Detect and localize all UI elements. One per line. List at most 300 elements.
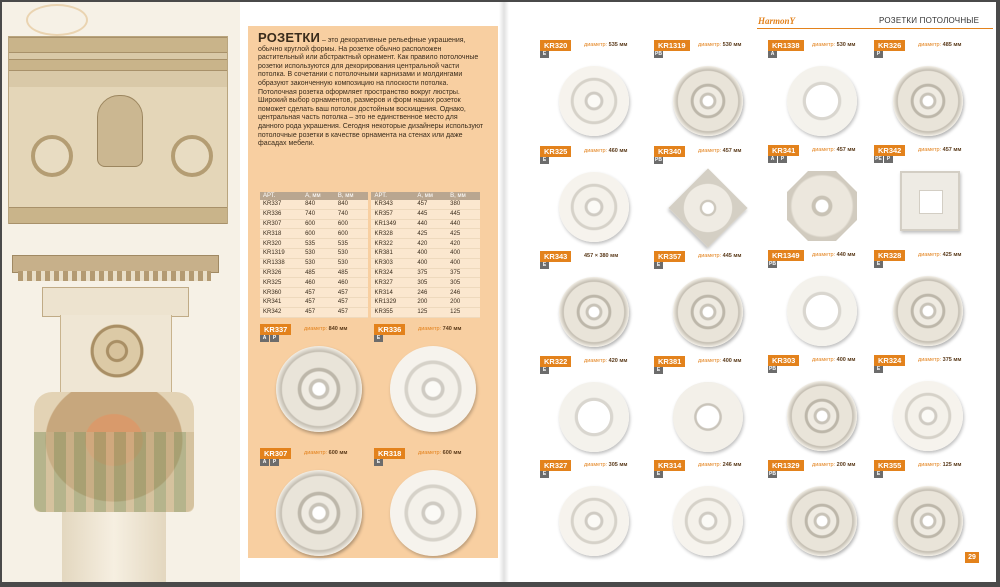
- rosette-image: [787, 486, 857, 556]
- product-card-kr327: [540, 460, 648, 560]
- material-badges: [540, 51, 549, 58]
- product-dimension: [418, 448, 461, 459]
- rosette-image: [893, 381, 963, 451]
- table-cell: 457: [302, 288, 335, 298]
- product-dimension: [918, 40, 961, 51]
- product-code: KR336: [374, 324, 405, 335]
- dimension-value: 457 мм: [722, 148, 742, 154]
- table-cell: KR327: [370, 278, 414, 288]
- brand-ornament-icon: [26, 4, 88, 36]
- table-row: [260, 209, 480, 219]
- rosette-image: [559, 382, 629, 452]
- table-cell: 530: [302, 258, 335, 268]
- product-card-kr337: [260, 324, 370, 424]
- dimension-value: 600 мм: [328, 450, 348, 456]
- rosette-image: [787, 66, 857, 136]
- dimension-value: 600 мм: [442, 450, 462, 456]
- product-card-kr307: [260, 448, 370, 548]
- page-gutter: [499, 2, 509, 582]
- table-cell: KR381: [370, 248, 414, 258]
- table-cell: KR336: [260, 209, 302, 219]
- table-cell: 125: [414, 307, 447, 317]
- material-badge: РВ: [655, 157, 662, 163]
- rosette-image: [668, 168, 747, 247]
- dimension-label: диаметр:: [304, 326, 329, 332]
- rosette-image: [390, 470, 476, 556]
- table-cell: KR341: [260, 297, 302, 307]
- product-dimension: [584, 251, 618, 262]
- material-badges: [874, 261, 883, 268]
- table-row: [260, 219, 480, 229]
- material-badge: РВ: [769, 366, 776, 372]
- dimension-label: диаметр:: [418, 450, 443, 456]
- material-badge: Р: [884, 156, 893, 163]
- material-badges: [654, 157, 663, 164]
- material-badge: Е: [540, 262, 549, 269]
- product-dimension: [698, 356, 741, 367]
- product-dimension: [584, 356, 627, 367]
- dimension-value: 440 мм: [836, 252, 856, 258]
- table-cell: 457: [335, 307, 370, 317]
- product-card-kr355: [874, 460, 982, 560]
- product-code: KR342: [874, 145, 905, 156]
- product-dimension: [698, 460, 741, 471]
- material-badge: Е: [654, 262, 663, 269]
- dimension-label: диаметр:: [812, 252, 837, 258]
- rosette-image: [673, 66, 743, 136]
- table-cell: 400: [414, 258, 447, 268]
- dimension-value: 740 мм: [442, 326, 462, 332]
- product-code: KR343: [540, 251, 571, 262]
- product-dimension: [698, 251, 741, 262]
- table-row: [260, 229, 480, 239]
- table-cell: 200: [447, 297, 480, 307]
- table-cell: 420: [447, 239, 480, 249]
- rosette-image: [893, 486, 963, 556]
- dimension-value: 200 мм: [836, 462, 856, 468]
- rosette-image: [559, 172, 629, 242]
- table-cell: 600: [302, 219, 335, 229]
- table-cell: KR1319: [260, 248, 302, 258]
- dimension-value: 125 мм: [942, 462, 962, 468]
- material-badges: [768, 471, 777, 478]
- table-cell: KR1349: [370, 219, 414, 229]
- dimension-label: диаметр:: [698, 358, 723, 364]
- product-dimension: [584, 146, 627, 157]
- frieze-image: [8, 36, 228, 224]
- table-cell: 445: [414, 209, 447, 219]
- table-cell: 460: [302, 278, 335, 288]
- product-dimension: [418, 324, 461, 335]
- dimension-value: 400 мм: [722, 358, 742, 364]
- table-cell: 425: [414, 229, 447, 239]
- dimension-value: 445 мм: [722, 253, 742, 259]
- product-code: KR327: [540, 460, 571, 471]
- table-row: [260, 278, 480, 288]
- section-title: РОЗЕТКИ ПОТОЛОЧНЫЕ: [879, 16, 980, 25]
- dimension-label: диаметр:: [918, 42, 943, 48]
- rosette-image: [559, 277, 629, 347]
- column-shaft-image: [62, 512, 166, 582]
- table-cell: KR355: [370, 307, 414, 317]
- material-badges: [768, 51, 777, 58]
- table-cell: 305: [414, 278, 447, 288]
- material-badge: А: [768, 156, 777, 163]
- product-code: KR1319: [654, 40, 690, 51]
- material-badge: Е: [540, 367, 549, 374]
- product-card-kr341: [768, 145, 876, 245]
- table-cell: 535: [335, 239, 370, 249]
- table-cell: 400: [447, 258, 480, 268]
- rosette-image: [390, 346, 476, 432]
- table-cell: 125: [447, 307, 480, 317]
- table-header-cell: B, мм: [447, 192, 480, 200]
- material-badge: Е: [874, 366, 883, 373]
- material-badges: [768, 261, 777, 268]
- table-cell: 457: [335, 297, 370, 307]
- material-badges: [260, 335, 279, 342]
- table-cell: 457: [335, 288, 370, 298]
- dimension-label: диаметр:: [918, 252, 943, 258]
- product-card-kr303: [768, 355, 876, 455]
- dimension-label: диаметр:: [812, 462, 837, 468]
- table-cell: 375: [414, 268, 447, 278]
- table-cell: 600: [335, 219, 370, 229]
- rosette-image: [276, 346, 362, 432]
- product-code: KR307: [260, 448, 291, 459]
- product-dimension: [304, 324, 347, 335]
- dimension-value: 530 мм: [836, 42, 856, 48]
- product-card-kr318: [374, 448, 484, 548]
- material-badges: [874, 471, 883, 478]
- table-cell: 530: [335, 248, 370, 258]
- material-badge: А: [260, 335, 269, 342]
- material-badge: А: [768, 51, 777, 58]
- dimension-value: 425 мм: [942, 252, 962, 258]
- product-card-kr314: [654, 460, 762, 560]
- intro-title: РОЗЕТКИ: [258, 30, 321, 45]
- dimension-label: диаметр:: [812, 42, 837, 48]
- rosette-ornament-icon: [90, 324, 144, 378]
- product-dimension: [812, 250, 855, 261]
- product-card-kr1319: [654, 40, 762, 140]
- rosette-image: [893, 276, 963, 346]
- table-cell: 600: [335, 229, 370, 239]
- rosette-image: [900, 171, 960, 231]
- table-cell: 445: [447, 209, 480, 219]
- table-header-cell: A, мм: [414, 192, 447, 200]
- product-dimension: [918, 355, 961, 366]
- product-card-kr1349: [768, 250, 876, 350]
- material-badge: Р: [778, 156, 787, 163]
- table-row: [260, 239, 480, 249]
- table-row: [260, 288, 480, 298]
- table-cell: KR1329: [370, 297, 414, 307]
- product-card-kr325: [540, 146, 648, 246]
- dimensions-table: [260, 192, 480, 318]
- dimension-value: 457 мм: [942, 147, 962, 153]
- material-badges: [654, 262, 663, 269]
- product-code: KR324: [874, 355, 905, 366]
- intro-body: – это декоративные рельефные украшения, обычно круглой формы. На розетке обычно расположен растительный или абстрактный орнамент. Как правило потолочные розетки используются для декорирования центральной части потолка. В сочетании с потолочными карнизами и молдингами образуют законченную композицию на плоскости потолка. Потолочная розетка оформляет пространство вокруг люстры. Широкий выбор орнаментов, размеров и форм наших розеток поможет сделать ваш потолок достойным восхищения. Однако, центральная часть потолка – это не единственное место для данного рода украшения. Сегодня некоторые дизайнеры используют потолочные розетки в качестве орнамента на стенах или даже фасадах мебели.: [258, 37, 484, 148]
- dimension-label: диаметр:: [812, 147, 837, 153]
- dimension-label: диаметр:: [584, 42, 609, 48]
- product-dimension: [812, 460, 855, 471]
- table-cell: 425: [447, 229, 480, 239]
- column-abacus: [42, 287, 189, 317]
- table-cell: 530: [302, 248, 335, 258]
- dimension-value: 246 мм: [722, 462, 742, 468]
- product-code: KR357: [654, 251, 685, 262]
- product-dimension: [304, 448, 347, 459]
- table-cell: KR318: [260, 229, 302, 239]
- rosette-image: [673, 277, 743, 347]
- material-badge: Е: [540, 51, 549, 58]
- rosette-image: [673, 382, 743, 452]
- dimension-label: диаметр:: [698, 42, 723, 48]
- dimension-value: 457 мм: [836, 147, 856, 153]
- product-dimension: [918, 460, 961, 471]
- material-badges: [654, 471, 663, 478]
- material-badges: [874, 366, 883, 373]
- table-cell: KR320: [260, 239, 302, 249]
- table-row: [260, 297, 480, 307]
- rosette-image: [559, 486, 629, 556]
- table-row: [260, 268, 480, 278]
- table-cell: 457: [302, 297, 335, 307]
- product-card-kr328: [874, 250, 982, 350]
- table-cell: KR1338: [260, 258, 302, 268]
- dimension-label: диаметр:: [918, 462, 943, 468]
- product-code: KR1349: [768, 250, 804, 261]
- table-cell: 440: [414, 219, 447, 229]
- material-badges: [374, 459, 383, 466]
- material-badges: [874, 51, 883, 58]
- product-dimension: [918, 145, 961, 156]
- material-badges: [540, 157, 549, 164]
- table-cell: 485: [335, 268, 370, 278]
- table-cell: 485: [302, 268, 335, 278]
- table-cell: 740: [302, 209, 335, 219]
- intro-text: [258, 30, 484, 149]
- table-cell: KR326: [260, 268, 302, 278]
- dimension-label: диаметр:: [812, 357, 837, 363]
- product-dimension: [698, 146, 741, 157]
- table-cell: 246: [414, 288, 447, 298]
- dimension-label: диаметр:: [584, 148, 609, 154]
- table-row: [260, 200, 480, 209]
- table-cell: 460: [335, 278, 370, 288]
- product-card-kr1338: [768, 40, 876, 140]
- table-cell: KR360: [260, 288, 302, 298]
- product-dimension: [698, 40, 741, 51]
- product-card-kr342: [874, 145, 982, 245]
- table-cell: KR307: [260, 219, 302, 229]
- dimension-label: диаметр:: [698, 253, 723, 259]
- material-badge: Е: [374, 459, 383, 466]
- table-cell: 440: [447, 219, 480, 229]
- product-card-kr357: [654, 251, 762, 351]
- product-code: KR337: [260, 324, 291, 335]
- product-dimension: [918, 250, 961, 261]
- product-card-kr1329: [768, 460, 876, 560]
- table-cell: 400: [447, 248, 480, 258]
- rosette-image: [787, 171, 857, 241]
- product-card-kr326: [874, 40, 982, 140]
- dentil-molding: [18, 271, 211, 281]
- rosette-image: [787, 276, 857, 346]
- material-badge: РЕ: [875, 156, 882, 162]
- dimension-label: диаметр:: [584, 462, 609, 468]
- product-code: KR318: [374, 448, 405, 459]
- dimension-value: 530 мм: [722, 42, 742, 48]
- material-badge: А: [260, 459, 269, 466]
- product-card-kr336: [374, 324, 484, 424]
- header-rule: [757, 28, 993, 29]
- brand-logo: HarmonY: [758, 16, 796, 26]
- dimension-value: 485 мм: [942, 42, 962, 48]
- table-cell: 530: [335, 258, 370, 268]
- table-cell: KR342: [260, 307, 302, 317]
- material-badges: [260, 459, 279, 466]
- table-cell: 457: [414, 200, 447, 209]
- product-code: KR1338: [768, 40, 804, 51]
- product-code: KR320: [540, 40, 571, 51]
- table-header-cell: A, мм: [302, 192, 335, 200]
- product-code: KR340: [654, 146, 685, 157]
- product-code: KR325: [540, 146, 571, 157]
- table-cell: 400: [414, 248, 447, 258]
- material-badge: Е: [540, 471, 549, 478]
- product-dimension: [584, 460, 627, 471]
- table-row: [260, 258, 480, 268]
- table-cell: KR314: [370, 288, 414, 298]
- dimension-value: 460 мм: [608, 148, 628, 154]
- material-badge: РВ: [655, 51, 662, 57]
- product-code: KR328: [874, 250, 905, 261]
- material-badge: Е: [874, 471, 883, 478]
- product-code: KR341: [768, 145, 799, 156]
- product-card-kr381: [654, 356, 762, 456]
- page-number: 29: [965, 552, 979, 563]
- product-dimension: [812, 40, 855, 51]
- material-badge: РВ: [769, 471, 776, 477]
- table-header-cell: АРТ.: [260, 192, 302, 200]
- product-card-kr324: [874, 355, 982, 455]
- table-cell: KR357: [370, 209, 414, 219]
- architectural-illustration: [2, 2, 240, 582]
- rosette-image: [893, 66, 963, 136]
- table-cell: 380: [447, 200, 480, 209]
- table-cell: KR325: [260, 278, 302, 288]
- material-badge: Е: [654, 471, 663, 478]
- material-badge: Е: [540, 157, 549, 164]
- material-badges: [654, 367, 663, 374]
- material-badge: Р: [270, 335, 279, 342]
- product-card-kr322: [540, 356, 648, 456]
- table-header-cell: B, мм: [335, 192, 370, 200]
- product-card-kr340: [654, 146, 762, 246]
- dimension-label: диаметр:: [304, 450, 329, 456]
- product-code: KR326: [874, 40, 905, 51]
- table-cell: 305: [447, 278, 480, 288]
- product-card-kr343: [540, 251, 648, 351]
- table-cell: 840: [302, 200, 335, 209]
- dimension-label: диаметр:: [698, 148, 723, 154]
- product-card-kr320: [540, 40, 648, 140]
- table-cell: 840: [335, 200, 370, 209]
- material-badge: Е: [874, 261, 883, 268]
- table-cell: 740: [335, 209, 370, 219]
- material-badges: [768, 366, 777, 373]
- product-dimension: [584, 40, 627, 51]
- dimension-label: диаметр:: [584, 358, 609, 364]
- dimension-value: 375 мм: [942, 357, 962, 363]
- dimension-value: 840 мм: [328, 326, 348, 332]
- material-badges: [540, 262, 549, 269]
- table-cell: 420: [414, 239, 447, 249]
- dimension-value: 400 мм: [836, 357, 856, 363]
- material-badge: Р: [874, 51, 883, 58]
- table-cell: KR328: [370, 229, 414, 239]
- table-cell: 457: [302, 307, 335, 317]
- dimension-value: 535 мм: [608, 42, 628, 48]
- table-cell: 200: [414, 297, 447, 307]
- material-badges: [374, 335, 383, 342]
- product-code: KR1329: [768, 460, 804, 471]
- table-cell: KR322: [370, 239, 414, 249]
- table-cell: 600: [302, 229, 335, 239]
- material-badge: Е: [654, 367, 663, 374]
- table-header-cell: АРТ.: [370, 192, 414, 200]
- product-dimension: [812, 145, 855, 156]
- dimension-value: 305 мм: [608, 462, 628, 468]
- dimension-label: диаметр:: [918, 357, 943, 363]
- table-cell: KR324: [370, 268, 414, 278]
- rosette-image: [276, 470, 362, 556]
- acanthus-leaves: [34, 432, 194, 512]
- product-code: KR303: [768, 355, 799, 366]
- rosette-image: [787, 381, 857, 451]
- dimension-value: 420 мм: [608, 358, 628, 364]
- dimension-label: диаметр:: [698, 462, 723, 468]
- table-cell: KR337: [260, 200, 302, 209]
- material-badges: [874, 156, 893, 163]
- table-cell: KR303: [370, 258, 414, 268]
- material-badges: [768, 156, 787, 163]
- dimension-label: диаметр:: [918, 147, 943, 153]
- product-code: KR355: [874, 460, 905, 471]
- material-badges: [654, 51, 663, 58]
- table-row: [260, 307, 480, 317]
- table-row: [260, 248, 480, 258]
- material-badge: Р: [270, 459, 279, 466]
- material-badge: РВ: [769, 261, 776, 267]
- table-cell: 375: [447, 268, 480, 278]
- material-badges: [540, 471, 549, 478]
- table-cell: 246: [447, 288, 480, 298]
- material-badges: [540, 367, 549, 374]
- dimension-value: 457 × 380 мм: [584, 253, 619, 259]
- rosette-image: [559, 66, 629, 136]
- dimension-label: диаметр:: [418, 326, 443, 332]
- table-cell: 535: [302, 239, 335, 249]
- product-code: KR322: [540, 356, 571, 367]
- table-cell: KR343: [370, 200, 414, 209]
- product-code: KR314: [654, 460, 685, 471]
- material-badge: Е: [374, 335, 383, 342]
- catalog-spread: [2, 2, 996, 582]
